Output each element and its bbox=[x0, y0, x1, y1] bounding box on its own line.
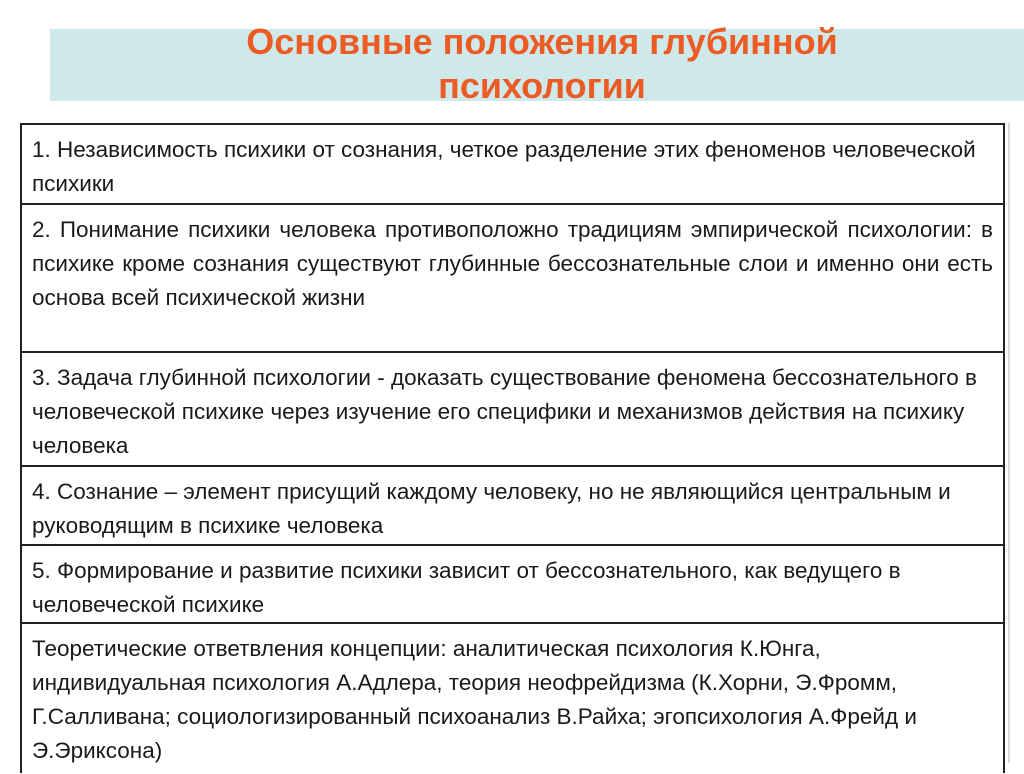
table-row-6: Теоретические ответвления концепции: аналитическая психология К.Юнга, индивидуальная психология А.Адлера, теория неофрейдизма (К.Хорни, Э.Фромм, Г.Салливана; социологизированный психоанализ В.Райха; эгопсихология А.Фрейд и Э.Эриксона) bbox=[32, 636, 917, 763]
table-shadow bbox=[1008, 123, 1010, 763]
slide-title-line-1: Основные положения глубинной bbox=[246, 21, 838, 62]
slide-title-line-2: психологии bbox=[438, 65, 646, 106]
table-row-2: 2. Понимание психики человека противоположно традициям эмпирической психологии: в психике кроме сознания существуют глубинные бессознательные слои и именно они есть основа всей психической жизни bbox=[22, 205, 1003, 353]
table-row-4: 4. Сознание – элемент присущий каждому человеку, но не являющийся центральным и руководящим в психике человека bbox=[22, 467, 1003, 546]
table-row-1: 1. Независимость психики от сознания, четкое разделение этих феноменов человеческой психики bbox=[22, 125, 1003, 205]
table-row-3: 3. Задача глубинной психологии - доказать существование феномена бессознательного в человеческой психике через изучение его специфики и механизмов действия на психику человека bbox=[22, 353, 1003, 467]
theses-table bbox=[20, 123, 1005, 773]
table-row-5: 5. Формирование и развитие психики зависит от бессознательного, как ведущего в человеческой психике bbox=[22, 546, 1003, 624]
slide-title bbox=[0, 20, 1024, 108]
